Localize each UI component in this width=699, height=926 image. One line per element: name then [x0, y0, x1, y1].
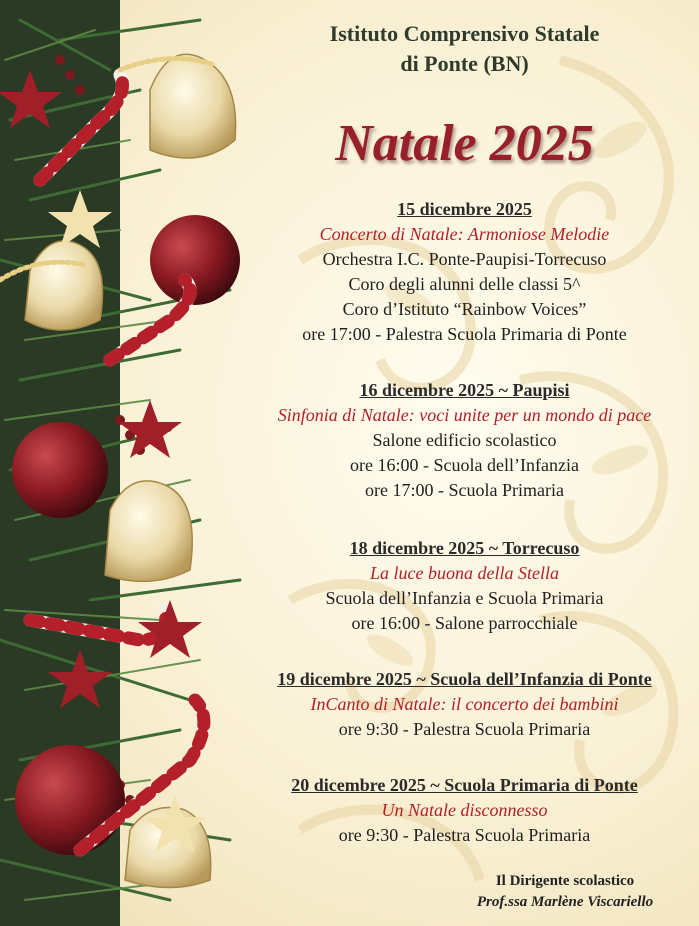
event-date: 16 dicembre 2025 ~ Paupisi — [359, 380, 570, 400]
school-location: di Ponte (BN) — [400, 51, 529, 76]
signature-role: Il Dirigente scolastico — [495, 873, 635, 889]
pine-garland-icon — [0, 0, 250, 926]
event-date: 20 dicembre 2025 ~ Scuola Primaria di Ponte — [291, 775, 638, 795]
school-name: Istituto Comprensivo Statale — [329, 21, 600, 46]
event-detail: ore 16:00 - Salone parrocchiale — [351, 613, 578, 633]
event-detail: ore 9:30 - Palestra Scuola Primaria — [338, 719, 591, 739]
event-block — [230, 378, 699, 503]
event-date: 18 dicembre 2025 ~ Torrecuso — [349, 538, 580, 558]
event-block — [230, 197, 699, 347]
signature-block — [455, 871, 675, 913]
event-detail: ore 16:00 - Scuola dell’Infanzia — [350, 455, 579, 475]
event-block — [230, 773, 699, 848]
event-subtitle: La luce buona della Stella — [370, 563, 559, 583]
event-detail: ore 9:30 - Palestra Scuola Primaria — [338, 825, 591, 845]
event-date: 19 dicembre 2025 ~ Scuola dell’Infanzia di Ponte — [277, 669, 652, 689]
event-subtitle: Sinfonia di Natale: voci unite per un mondo di pace — [277, 405, 652, 425]
event-subtitle: Un Natale disconnesso — [381, 800, 548, 820]
event-block — [230, 667, 699, 742]
event-date: 15 dicembre 2025 — [397, 199, 532, 219]
event-subtitle: InCanto di Natale: il concerto dei bambini — [310, 694, 619, 714]
signature-name: Prof.ssa Marlène Viscariello — [476, 894, 654, 910]
event-detail: Orchestra I.C. Ponte-Paupisi-Torrecuso — [322, 249, 607, 269]
event-detail: Coro degli alunni delle classi 5^ — [348, 274, 581, 294]
event-detail: Salone edificio scolastico — [372, 430, 557, 450]
event-detail: ore 17:00 - Scuola Primaria — [365, 480, 564, 500]
event-detail: Coro d’Istituto “Rainbow Voices” — [342, 299, 587, 319]
event-subtitle: Concerto di Natale: Armoniose Melodie — [319, 224, 610, 244]
event-detail: ore 17:00 - Palestra Scuola Primaria di Ponte — [302, 324, 627, 344]
event-block — [230, 536, 699, 636]
event-detail: Scuola dell’Infanzia e Scuola Primaria — [325, 588, 604, 608]
page-title: Natale 2025 — [335, 115, 594, 172]
